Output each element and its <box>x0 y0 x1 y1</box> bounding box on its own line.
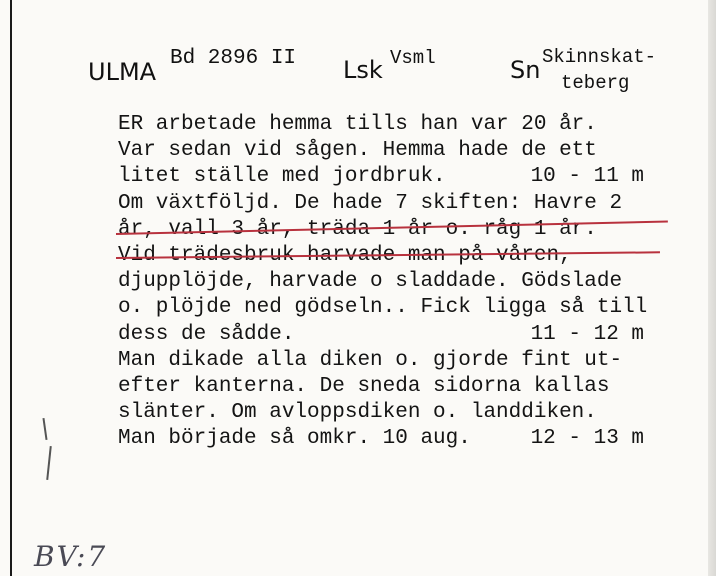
district-label: Sn <box>510 56 541 84</box>
text-line: ER arbetade hemma tills han var 20 år. <box>118 113 597 136</box>
margin-mark <box>46 446 52 480</box>
page-reference: 10 - 11 m <box>530 165 644 189</box>
text-line: år, vall 3 år, träda 1 år o. råg 1 år. <box>118 217 597 241</box>
text-line: efter kanterna. De sneda sidorna kallas <box>118 374 610 398</box>
text-line: Var sedan vid sågen. Hemma hade de ett <box>118 139 597 163</box>
text-line: Man dikade alla diken o. gjorde fint ut- <box>118 348 623 372</box>
district-value-line1: Skinnskat- <box>542 46 657 68</box>
volume-number: Bd 2896 II <box>170 47 297 70</box>
archive-signature: BV:7 <box>34 540 108 573</box>
page-reference: 12 - 13 m <box>530 427 644 451</box>
margin-mark <box>42 418 47 440</box>
text-line: Man började så omkr. 10 aug. 12 - 13 m <box>118 426 688 452</box>
text-line: dess de sådde. 11 - 12 m <box>118 322 688 348</box>
card-body <box>118 112 688 452</box>
page-reference: 11 - 12 m <box>530 322 644 346</box>
parish-value: Vsml <box>390 47 436 69</box>
text-line: slänter. Om avloppsdiken o. landdiken. <box>118 401 597 425</box>
text-line: o. plöjde ned gödseln.. Fick ligga så till <box>118 296 648 320</box>
text-line: djupplöjde, harvade o sladdade. Gödslade <box>118 270 623 294</box>
text-line: Vid trädesbruk harvade man på våren, <box>118 243 572 267</box>
text-line: litet ställe med jordbruk. 10 - 11 m <box>118 164 688 190</box>
archive-code: ULMA <box>88 58 157 86</box>
district-value-line2: teberg <box>561 72 630 94</box>
card-header <box>0 0 716 110</box>
text-line: Om växtföljd. De hade 7 skiften: Havre 2 <box>118 191 623 215</box>
parish-label: Lsk <box>343 56 383 84</box>
